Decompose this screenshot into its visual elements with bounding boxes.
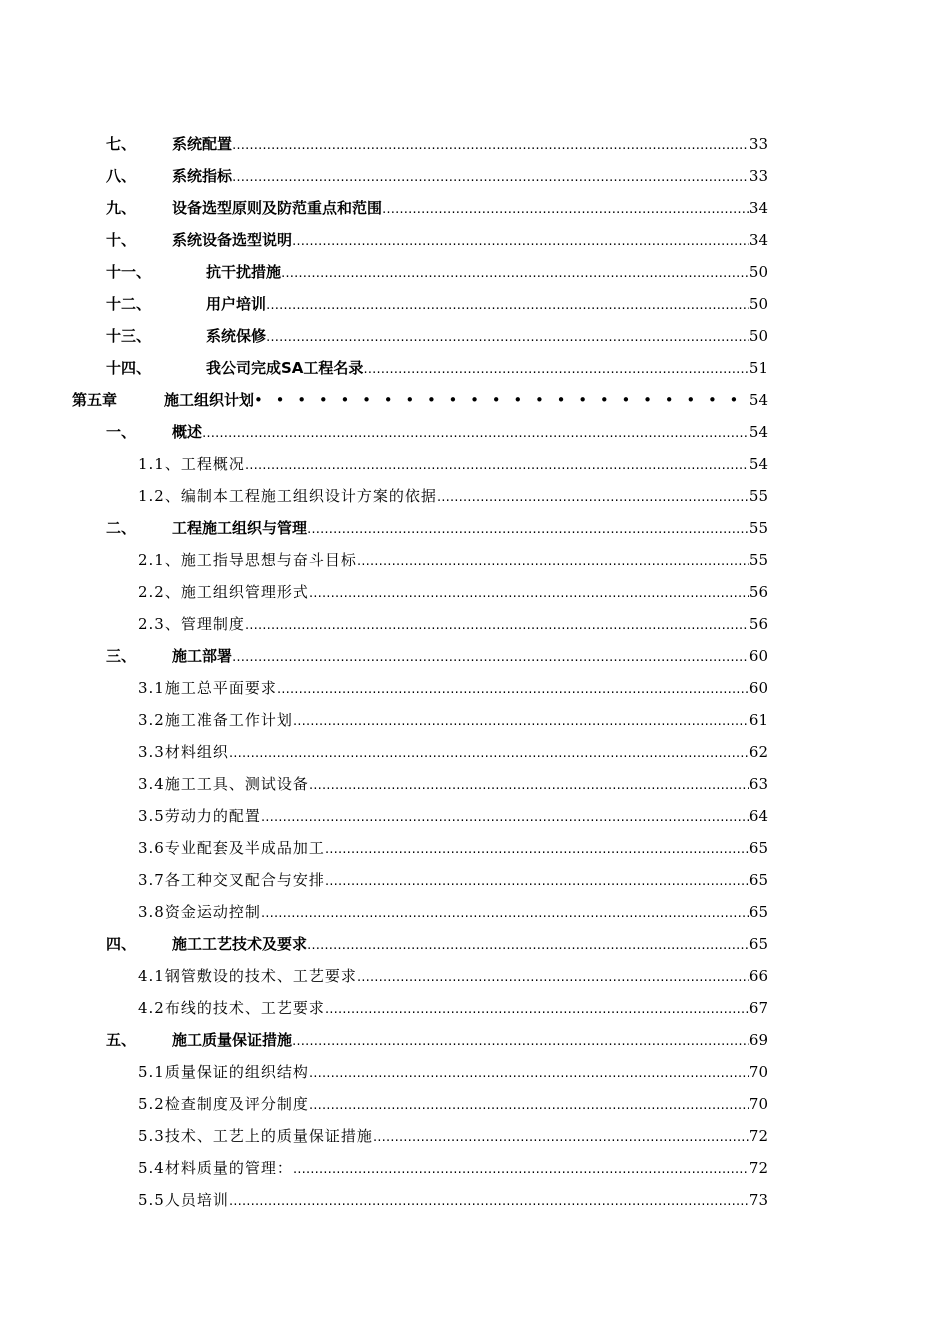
toc-subentry[interactable] — [0, 864, 950, 896]
toc-title: 5.5人员培训 — [138, 1191, 229, 1209]
toc-title: 系统保修 — [206, 327, 267, 345]
toc-page-number: 61 — [748, 711, 768, 729]
toc-entry[interactable] — [0, 256, 950, 288]
toc-title: 我公司完成SA工程名录 — [206, 359, 364, 377]
dot-leader — [309, 1090, 749, 1122]
dot-leader — [232, 130, 749, 162]
toc-title: 3.2施工准备工作计划 — [138, 711, 293, 729]
toc-number: 十二、 — [106, 295, 152, 313]
toc-page-number: 70 — [748, 1063, 768, 1081]
dot-leader — [293, 706, 749, 738]
dot-leader — [382, 194, 749, 226]
toc-title: 施工工艺技术及要求 — [172, 935, 308, 953]
toc-subentry[interactable] — [0, 448, 950, 480]
toc-page-number: 62 — [748, 743, 768, 761]
toc-page-number: 70 — [748, 1095, 768, 1113]
toc-entry[interactable] — [0, 512, 950, 544]
toc-page-number: 60 — [748, 679, 768, 697]
dot-leader — [245, 450, 749, 482]
table-of-contents — [0, 128, 950, 1216]
dot-leader — [325, 994, 749, 1026]
toc-title: 2.2、施工组织管理形式 — [138, 583, 309, 601]
dot-leader — [229, 738, 749, 770]
dot-leader — [277, 674, 749, 706]
toc-chapter-number: 第五章 — [72, 391, 118, 409]
toc-page-number: 56 — [748, 583, 768, 601]
toc-entry[interactable] — [0, 288, 950, 320]
toc-page-number: 60 — [748, 647, 768, 665]
toc-subentry[interactable] — [0, 992, 950, 1024]
toc-subentry[interactable] — [0, 704, 950, 736]
toc-number: 十四、 — [106, 359, 152, 377]
toc-page-number: 63 — [748, 775, 768, 793]
toc-entry[interactable] — [0, 224, 950, 256]
toc-chapter-title: 施工组织计划 — [164, 391, 255, 409]
toc-title: 施工质量保证措施 — [172, 1031, 293, 1049]
toc-number: 八、 — [106, 167, 137, 185]
dot-leader — [245, 610, 749, 642]
toc-entry[interactable] — [0, 320, 950, 352]
toc-subentry[interactable] — [0, 480, 950, 512]
toc-page-number: 33 — [748, 135, 768, 153]
dot-leader — [357, 962, 749, 994]
toc-title: 抗干扰措施 — [206, 263, 282, 281]
toc-number: 四、 — [106, 935, 137, 953]
toc-title: 系统指标 — [172, 167, 233, 185]
toc-title: 3.8资金运动控制 — [138, 903, 261, 921]
toc-page-number: 55 — [748, 551, 768, 569]
toc-subentry[interactable] — [0, 960, 950, 992]
toc-entry[interactable] — [0, 352, 950, 384]
toc-entry[interactable] — [0, 128, 950, 160]
dot-leader — [266, 322, 749, 354]
toc-page-number: 50 — [748, 295, 768, 313]
dot-leader — [254, 384, 749, 416]
toc-number: 十、 — [106, 231, 137, 249]
toc-page-number: 34 — [748, 231, 768, 249]
toc-title: 3.5劳动力的配置 — [138, 807, 261, 825]
toc-entry[interactable] — [0, 640, 950, 672]
toc-page-number: 56 — [748, 615, 768, 633]
toc-subentry[interactable] — [0, 1152, 950, 1184]
toc-subentry[interactable] — [0, 544, 950, 576]
dot-leader — [293, 1154, 749, 1186]
toc-title: 3.1施工总平面要求 — [138, 679, 277, 697]
toc-page-number: 54 — [748, 391, 768, 409]
toc-page-number: 65 — [748, 903, 768, 921]
toc-title: 5.1质量保证的组织结构 — [138, 1063, 309, 1081]
toc-title: 系统配置 — [172, 135, 233, 153]
toc-title: 1.1、工程概况 — [138, 455, 245, 473]
dot-leader — [363, 354, 748, 386]
toc-page-number: 64 — [748, 807, 768, 825]
dot-leader — [232, 642, 749, 674]
toc-page-number: 67 — [748, 999, 768, 1017]
dot-leader — [307, 930, 749, 962]
toc-page-number: 65 — [748, 935, 768, 953]
toc-entry[interactable] — [0, 1024, 950, 1056]
dot-leader — [232, 162, 749, 194]
toc-subentry[interactable] — [0, 800, 950, 832]
toc-page-number: 72 — [748, 1159, 768, 1177]
toc-entry[interactable] — [0, 192, 950, 224]
dot-leader — [202, 418, 749, 450]
toc-page-number: 34 — [748, 199, 768, 217]
toc-entry[interactable] — [0, 416, 950, 448]
toc-number: 十三、 — [106, 327, 152, 345]
dot-leader — [229, 1186, 749, 1218]
dot-leader — [325, 866, 749, 898]
toc-title: 3.7各工种交叉配合与安排 — [138, 871, 325, 889]
toc-title: 3.6专业配套及半成品加工 — [138, 839, 325, 857]
toc-title: 2.1、施工指导思想与奋斗目标 — [138, 551, 357, 569]
dot-leader — [261, 898, 749, 930]
toc-page-number: 50 — [748, 263, 768, 281]
toc-title: 4.2布线的技术、工艺要求 — [138, 999, 325, 1017]
toc-entry[interactable] — [0, 160, 950, 192]
toc-title: 施工部署 — [172, 647, 233, 665]
dot-leader — [325, 834, 749, 866]
toc-title: 5.3技术、工艺上的质量保证措施 — [138, 1127, 373, 1145]
toc-number: 七、 — [106, 135, 137, 153]
toc-subentry[interactable] — [0, 896, 950, 928]
toc-number: 十一、 — [106, 263, 152, 281]
toc-chapter-entry[interactable] — [0, 384, 950, 416]
toc-page-number: 66 — [748, 967, 768, 985]
toc-page-number: 50 — [748, 327, 768, 345]
toc-subentry[interactable] — [0, 1088, 950, 1120]
toc-subentry[interactable] — [0, 768, 950, 800]
toc-page-number: 55 — [748, 519, 768, 537]
toc-page-number: 69 — [748, 1031, 768, 1049]
toc-title: 3.4施工工具、测试设备 — [138, 775, 309, 793]
dot-leader — [307, 514, 749, 546]
toc-number: 五、 — [106, 1031, 137, 1049]
toc-number: 一、 — [106, 423, 137, 441]
toc-title: 4.1钢管敷设的技术、工艺要求 — [138, 967, 357, 985]
toc-title: 系统设备选型说明 — [172, 231, 293, 249]
dot-leader — [357, 546, 749, 578]
toc-title: 概述 — [172, 423, 203, 441]
dot-leader — [309, 578, 749, 610]
dot-leader — [437, 482, 749, 514]
toc-title: 1.2、编制本工程施工组织设计方案的依据 — [138, 487, 437, 505]
toc-subentry[interactable] — [0, 1056, 950, 1088]
toc-title: 3.3材料组织 — [138, 743, 229, 761]
toc-page-number: 72 — [748, 1127, 768, 1145]
dot-leader — [261, 802, 749, 834]
toc-title: 用户培训 — [206, 295, 267, 313]
toc-page-number: 33 — [748, 167, 768, 185]
toc-title: 5.2检查制度及评分制度 — [138, 1095, 309, 1113]
toc-title: 2.3、管理制度 — [138, 615, 245, 633]
dot-leader — [309, 1058, 749, 1090]
dot-leader — [266, 290, 749, 322]
toc-page-number: 54 — [748, 423, 768, 441]
toc-subentry[interactable] — [0, 1120, 950, 1152]
toc-title: 设备选型原则及防范重点和范围 — [172, 199, 383, 217]
toc-page-number: 54 — [748, 455, 768, 473]
toc-page-number: 65 — [748, 871, 768, 889]
toc-subentry[interactable] — [0, 576, 950, 608]
toc-subentry[interactable] — [0, 832, 950, 864]
toc-subentry[interactable] — [0, 736, 950, 768]
toc-subentry[interactable] — [0, 672, 950, 704]
toc-page-number: 65 — [748, 839, 768, 857]
toc-number: 三、 — [106, 647, 137, 665]
dot-leader — [309, 770, 749, 802]
dot-leader — [292, 1026, 749, 1058]
toc-number: 九、 — [106, 199, 137, 217]
toc-page-number: 55 — [748, 487, 768, 505]
toc-title: 5.4材料质量的管理： — [138, 1159, 293, 1177]
dot-leader — [292, 226, 749, 258]
toc-number: 二、 — [106, 519, 137, 537]
dot-leader — [373, 1122, 749, 1154]
toc-subentry[interactable] — [0, 1184, 950, 1216]
toc-title: 工程施工组织与管理 — [172, 519, 308, 537]
toc-page-number: 73 — [748, 1191, 768, 1209]
toc-entry[interactable] — [0, 928, 950, 960]
toc-page-number: 51 — [748, 359, 768, 377]
dot-leader — [281, 258, 749, 290]
toc-subentry[interactable] — [0, 608, 950, 640]
